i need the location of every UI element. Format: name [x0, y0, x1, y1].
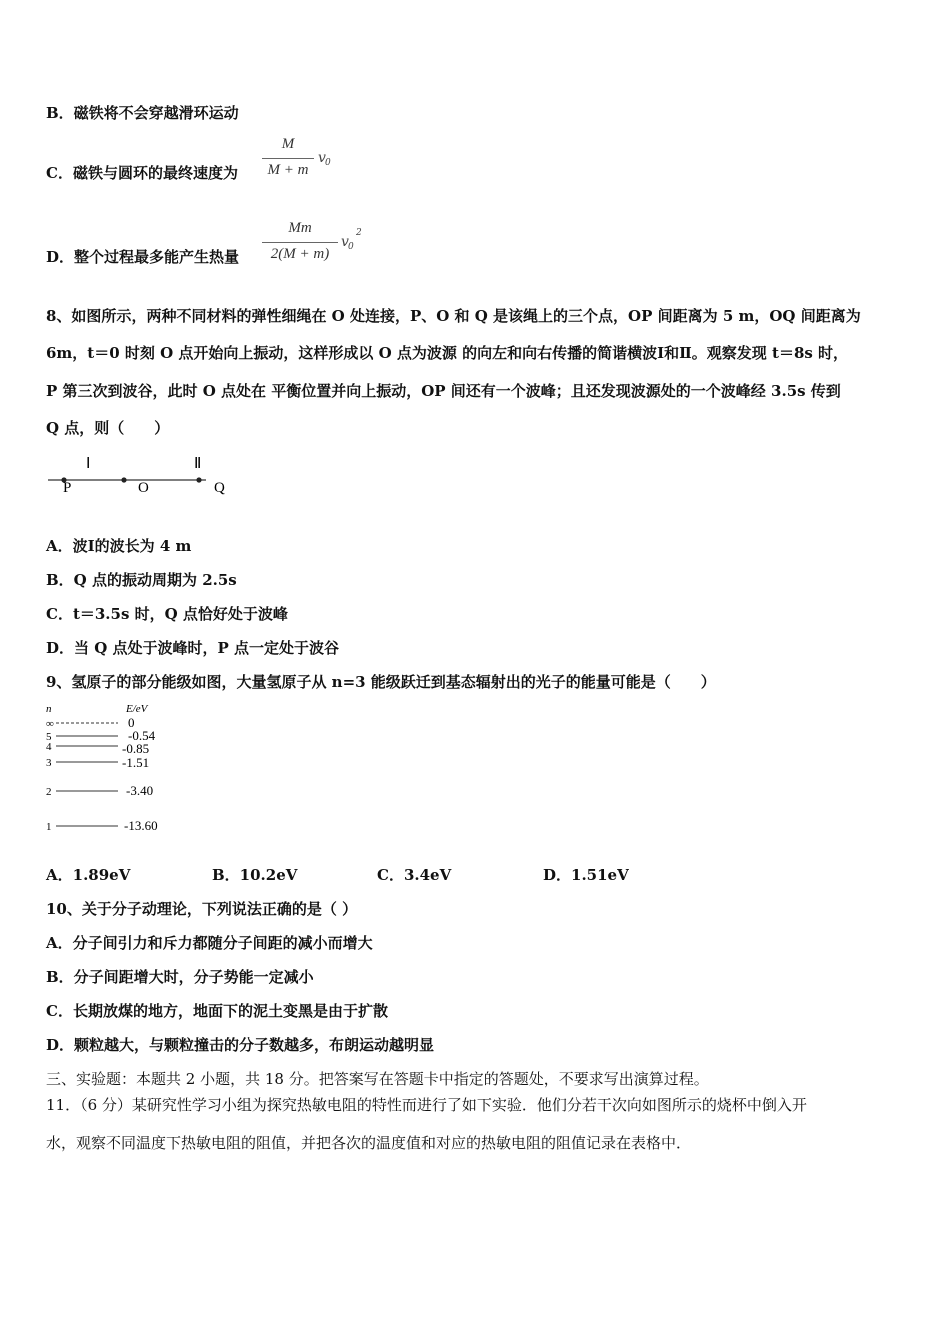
q8-option-c: C．t＝3.5s 时，Q 点恰好处于波峰 — [46, 605, 288, 623]
q9-stem: 9、氢原子的部分能级如图，大量氢原子从 n=3 能级跃迁到基态辐射出的光子的能量可能是（ ） — [46, 673, 716, 691]
fraction-bar — [262, 242, 338, 243]
level-3 — [46, 755, 149, 770]
q8-option-d: D．当 Q 点处于波峰时，P 点一定处于波谷 — [46, 639, 340, 657]
q9-option-d: D．1.51eV — [543, 866, 629, 884]
q8-stem-line-4: Q 点，则（ ） — [46, 419, 170, 437]
q7-d-velocity: v — [341, 234, 349, 250]
q10-option-a: A．分子间引力和斥力都随分子间距的减小而增大 — [46, 934, 373, 952]
level-infinity — [46, 715, 135, 730]
point-q-label: Q — [214, 480, 225, 496]
q9-option-a: A．1.89eV — [46, 866, 131, 884]
n-axis-label: n — [46, 703, 52, 715]
level-energy: -13.60 — [124, 818, 158, 833]
level-4 — [46, 741, 149, 756]
wave-label-ii: Ⅱ — [194, 456, 202, 472]
q10-stem: 10、关于分子动理论，下列说法正确的是（ ） — [46, 900, 358, 918]
q8-stem-line-2: 6m，t＝0 时刻 O 点开始向上振动，这样形成以 O 点为波源 的向左和向右传播的简谐横波Ⅰ和Ⅱ。观察发现 t＝8s 时， — [46, 344, 849, 362]
energy-level-diagram — [44, 700, 194, 840]
q7-d-fraction — [262, 220, 338, 268]
q8-option-b: B．Q 点的振动周期为 2.5s — [46, 571, 237, 589]
point-p-label: P — [63, 480, 72, 496]
point-o-label: O — [138, 480, 149, 496]
level-energy: -0.54 — [128, 728, 156, 743]
section-3-heading: 三、实验题：本题共 2 小题，共 18 分。把答案写在答题卡中指定的答题处，不要求写出演算过程。 — [46, 1070, 709, 1088]
q9-option-b: B．10.2eV — [212, 866, 298, 884]
q9-option-c: C．3.4eV — [377, 866, 452, 884]
level-n-label: 1 — [46, 821, 52, 833]
q10-option-b: B．分子间距增大时，分子势能一定减小 — [46, 968, 314, 986]
level-energy: -0.85 — [122, 741, 150, 756]
q7-c-numerator: M — [281, 136, 295, 152]
q8-stem-line-1: 8、如图所示，两种不同材料的弹性细绳在 O 处连接，P、O 和 Q 是该绳上的三个点，OP 间距离为 5 m，OQ 间距离为 — [46, 307, 861, 325]
wave-label-i: Ⅰ — [86, 456, 91, 472]
q7-d-denominator: 2(M + m) — [270, 246, 330, 262]
q8-option-a: A．波Ⅰ的波长为 4 m — [46, 537, 192, 555]
q8-stem-line-3: P 第三次到波谷，此时 O 点处在 平衡位置并向上振动，OP 间还有一个波峰；且还发现波源处的一个波峰经 3.5s 传到 — [46, 382, 841, 400]
level-n-label: 5 — [46, 731, 52, 743]
q7-option-b: B．磁铁将不会穿越滑环运动 — [46, 104, 239, 122]
q10-option-d: D．颗粒越大，与颗粒撞击的分子数越多，布朗运动越明显 — [46, 1036, 435, 1054]
q7-d-velocity-superscript: 2 — [356, 228, 362, 238]
q7-c-fraction — [262, 136, 314, 184]
q10-option-c: C．长期放煤的地方，地面下的泥土变黑是由于扩散 — [46, 1002, 388, 1020]
level-n-label: 4 — [46, 741, 52, 753]
level-2 — [46, 783, 153, 798]
q7-option-c: C．磁铁与圆环的最终速度为 — [46, 164, 238, 182]
level-n-label: 2 — [46, 786, 52, 798]
wave-string-figure — [44, 450, 244, 510]
q7-d-velocity-subscript: 0 — [348, 242, 354, 252]
level-energy: -3.40 — [126, 783, 154, 798]
point-o-dot — [121, 477, 126, 482]
level-n-label: 3 — [46, 757, 52, 769]
level-n-label: ∞ — [46, 718, 54, 730]
q11-line-1: 11．（6 分）某研究性学习小组为探究热敏电阻的特性而进行了如下实验．他们分若干次向如图所示的烧杯中倒入开 — [46, 1096, 807, 1114]
q7-c-denominator: M + m — [267, 162, 309, 178]
level-energy: -1.51 — [122, 755, 150, 770]
level-energy: 0 — [128, 715, 135, 730]
q7-c-velocity: v — [318, 150, 326, 166]
fraction-bar — [262, 158, 314, 159]
q11-line-2: 水，观察不同温度下热敏电阻的阻值，并把各次的温度值和对应的热敏电阻的阻值记录在表格中． — [46, 1134, 692, 1152]
energy-axis-label: E/eV — [126, 703, 148, 715]
point-q-dot — [196, 477, 201, 482]
q7-option-d: D．整个过程最多能产生热量 — [46, 248, 240, 266]
q7-d-numerator: Mm — [288, 220, 312, 236]
q7-c-velocity-subscript: 0 — [325, 158, 331, 168]
level-1 — [46, 818, 158, 833]
